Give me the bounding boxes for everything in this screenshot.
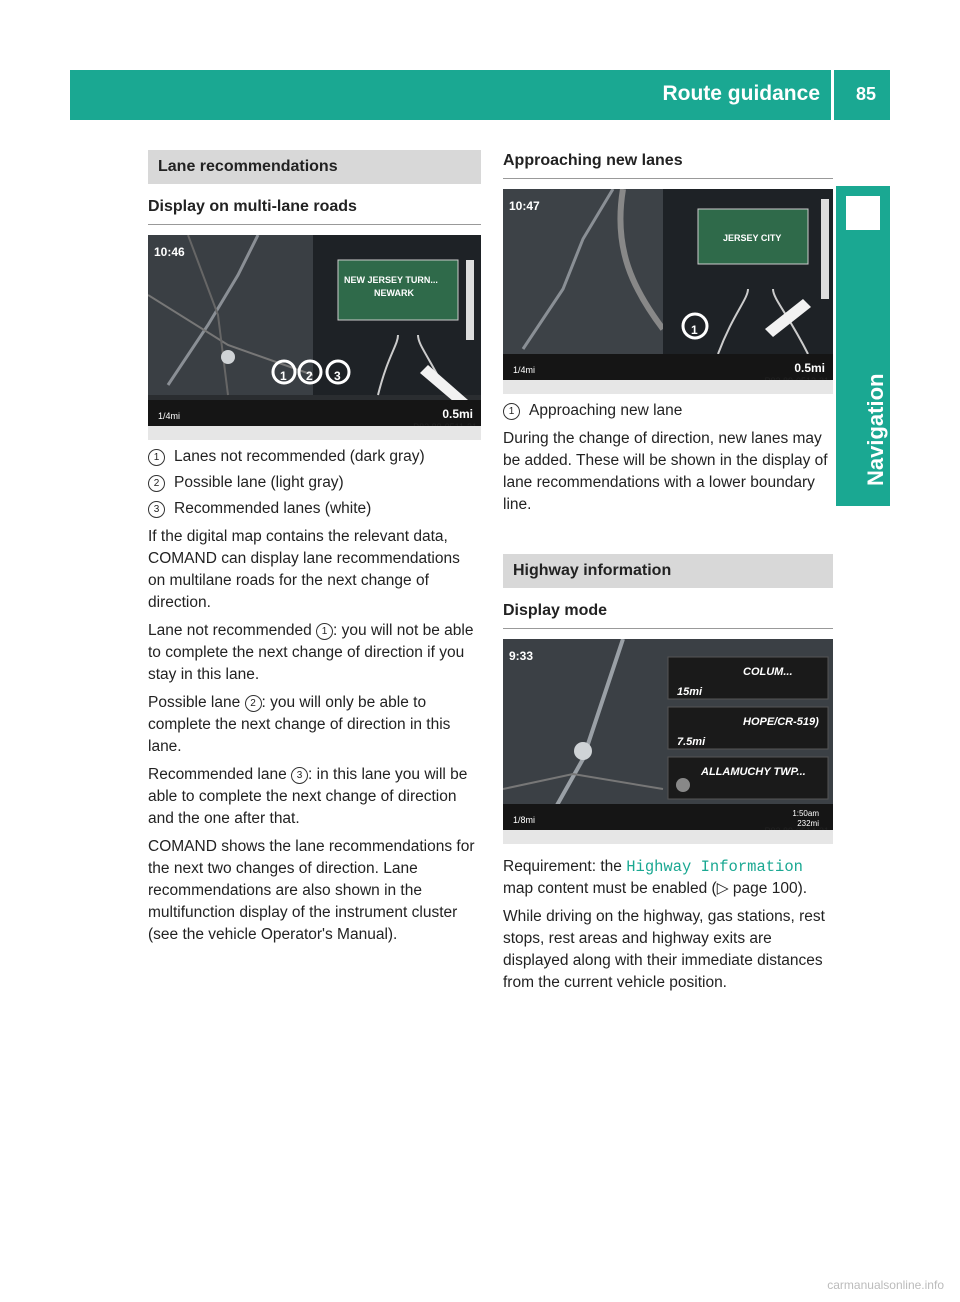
legend-item (148, 446, 481, 468)
legend-number: 2 (148, 475, 165, 492)
figure-sign-line1: NEW JERSEY TURN... (344, 275, 438, 285)
figure-approaching-lanes (503, 189, 833, 394)
figure-scale: 1/4mi (513, 365, 536, 375)
inline-number: 1 (316, 623, 333, 640)
header-separator (831, 70, 834, 120)
figure-scale: 1/4mi (158, 411, 181, 421)
callout-1: 1 (280, 369, 287, 383)
watermark: carmanualsonline.info (827, 1278, 944, 1292)
paragraph: While driving on the highway, gas stations, rest stops, rest areas and highway exits are displayed along with their immediate distances from the current vehicle position. (503, 908, 825, 991)
paragraph: Lane not recommended 1 : you will not be able to complete the next change of direction if you stay in this lane. (148, 622, 474, 683)
figure-sign-line2: NEWARK (374, 288, 414, 298)
legend-number: 3 (148, 501, 165, 518)
page-number: 85 (855, 84, 876, 104)
legend-number: 1 (503, 403, 520, 420)
legend-text: Approaching new lane (529, 402, 683, 419)
figure-caption-strip (503, 380, 833, 394)
highway-row1-name: COLUM... (743, 666, 793, 678)
header-title: Route guidance (662, 82, 820, 105)
figure-distance: 0.5mi (442, 407, 473, 421)
callout-2: 2 (306, 369, 313, 383)
figure-highway-information (503, 639, 833, 844)
figure-time: 10:46 (154, 245, 185, 259)
legend-lane (148, 446, 481, 520)
figure-scale: 1/8mi (513, 815, 536, 825)
figure-sign-line1: JERSEY CITY (723, 233, 782, 243)
legend-number: 1 (148, 449, 165, 466)
legend-text: Recommended lanes (white) (174, 500, 372, 517)
legend-text: Lanes not recommended (dark gray) (174, 448, 425, 465)
left-column (148, 150, 481, 952)
paragraph: If the digital map contains the relevant data, COMAND can display lane recommendations on multilane roads for the next change of direction. (148, 528, 460, 611)
side-tab (836, 186, 890, 506)
paragraph: COMAND shows the lane recommendations for the next two changes of direction. Lane recommendations are also shown in the multifunction display of the instrument cluster (see the vehicle Operator's Manual). (148, 838, 475, 943)
callout-3: 3 (334, 369, 341, 383)
figure-time: 10:47 (509, 199, 540, 213)
paragraph: During the change of direction, new lanes may be added. These will be shown in the display of lane recommendations with a lower boundary line. (503, 430, 828, 513)
inline-number: 2 (245, 695, 262, 712)
subheading-display-mode: Display mode (503, 600, 833, 629)
section-title-highway-information: Highway information (503, 554, 833, 588)
legend-text: Possible lane (light gray) (174, 474, 344, 491)
figure-lane-display (148, 235, 481, 440)
paragraph: Recommended lane 3 : in this lane you will be able to complete the next change of direction and the one after that. (148, 766, 468, 827)
inline-number: 3 (291, 767, 308, 784)
right-column (503, 150, 833, 1000)
legend-item (148, 472, 481, 494)
highway-row2-name: HOPE/CR-519) (743, 716, 819, 728)
highway-row1-dist: 15mi (677, 686, 703, 698)
subheading-approaching: Approaching new lanes (503, 150, 833, 179)
figure-distance: 0.5mi (794, 361, 825, 375)
page-ref-arrow-icon: ▷ (716, 880, 729, 897)
highway-row3-name: ALLAMUCHY TWP... (701, 766, 806, 778)
figure-caption-strip (503, 830, 833, 844)
callout-1: 1 (691, 323, 698, 337)
highway-eta: 1:50am (792, 809, 819, 818)
subheading-multi-lane: Display on multi-lane roads (148, 196, 481, 225)
lane-display-screen (148, 235, 481, 426)
side-tab-label: Navigation (863, 373, 888, 486)
paragraph-requirement: Requirement: the Highway Information map content must be enabled (▷ page 100). (503, 858, 808, 897)
figure-caption-strip (148, 426, 481, 440)
legend-item (503, 400, 833, 422)
highway-row2-dist: 7.5mi (677, 736, 706, 748)
legend-item (148, 498, 481, 520)
header-bar (70, 70, 890, 120)
paragraph: Possible lane 2 : you will only be able to complete the next change of direction in this lane. (148, 694, 451, 755)
highway-remaining: 232mi (797, 819, 819, 828)
side-tab-marker (846, 196, 880, 230)
section-title-lane-recommendations: Lane recommendations (148, 150, 481, 184)
approaching-screen (503, 189, 833, 380)
figure-time: 9:33 (509, 649, 534, 663)
legend-approaching (503, 400, 833, 422)
menu-term: Highway Information (626, 858, 803, 876)
